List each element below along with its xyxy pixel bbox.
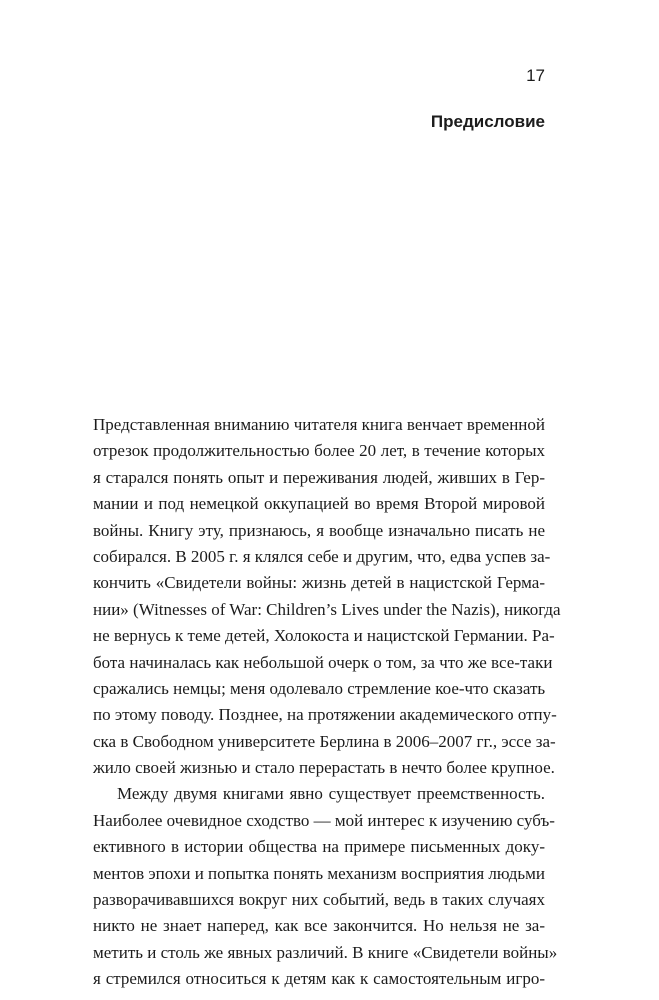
- text-line: сражались немцы; меня одолевало стремление кое-что сказать: [93, 678, 546, 698]
- text-line: кончить «Свидетели войны: жизнь детей в нацистской Герма-: [93, 573, 545, 593]
- text-line: Представленная вниманию читателя книга венчает временной: [93, 415, 545, 434]
- text-line: я старался понять опыт и переживания людей, живших в Гер-: [93, 467, 545, 487]
- page-number: 17: [526, 66, 545, 85]
- text-line: ективного в истории общества на примере письменных доку-: [93, 837, 545, 857]
- text-line: Между двумя книгами явно существует преемственность.: [117, 784, 545, 804]
- text-line: войны. Книгу эту, признаюсь, я вообще изначально писать не: [93, 520, 545, 540]
- text-line: Наиболее очевидное сходство — мой интерес к изучению субъ-: [93, 810, 555, 830]
- text-line: ментов эпохи и попытка понять механизм восприятия людьми: [93, 863, 545, 883]
- text-line: не вернусь к теме детей, Холокоста и нацистской Германии. Ра-: [93, 626, 555, 646]
- body-text: [93, 412, 561, 993]
- chapter-title: Предисловие: [430, 112, 545, 131]
- text-line: метить и столь же явных различий. В книге «Свидетели войны»: [93, 942, 558, 962]
- text-line: бота начиналась как небольшой очерк о том, за что же все-таки: [93, 652, 553, 672]
- text-line: никто не знает наперед, как все закончится. Но нельзя не за-: [93, 916, 545, 936]
- text-line: жило своей жизнью и стало перерастать в нечто более крупное.: [93, 758, 555, 778]
- text-line: мании и под немецкой оккупацией во время Второй мировой: [93, 494, 545, 514]
- text-line: отрезок продолжительностью более 20 лет, в течение которых: [93, 441, 545, 461]
- text-line: по этому поводу. Позднее, на протяжении академического отпу-: [93, 705, 557, 725]
- text-line: нии» (Witnesses of War: Children’s Lives under the Nazis), никогда: [93, 599, 561, 619]
- text-line: я стремился относиться к детям как к самостоятельным игро-: [93, 969, 545, 989]
- text-line: ска в Свободном университете Берлина в 2006–2007 гг., эссе за-: [93, 731, 556, 751]
- text-line: разворачивавшихся вокруг них событий, ведь в таких случаях: [93, 890, 545, 910]
- text-line: собирался. В 2005 г. я клялся себе и другим, что, едва успев за-: [93, 546, 551, 566]
